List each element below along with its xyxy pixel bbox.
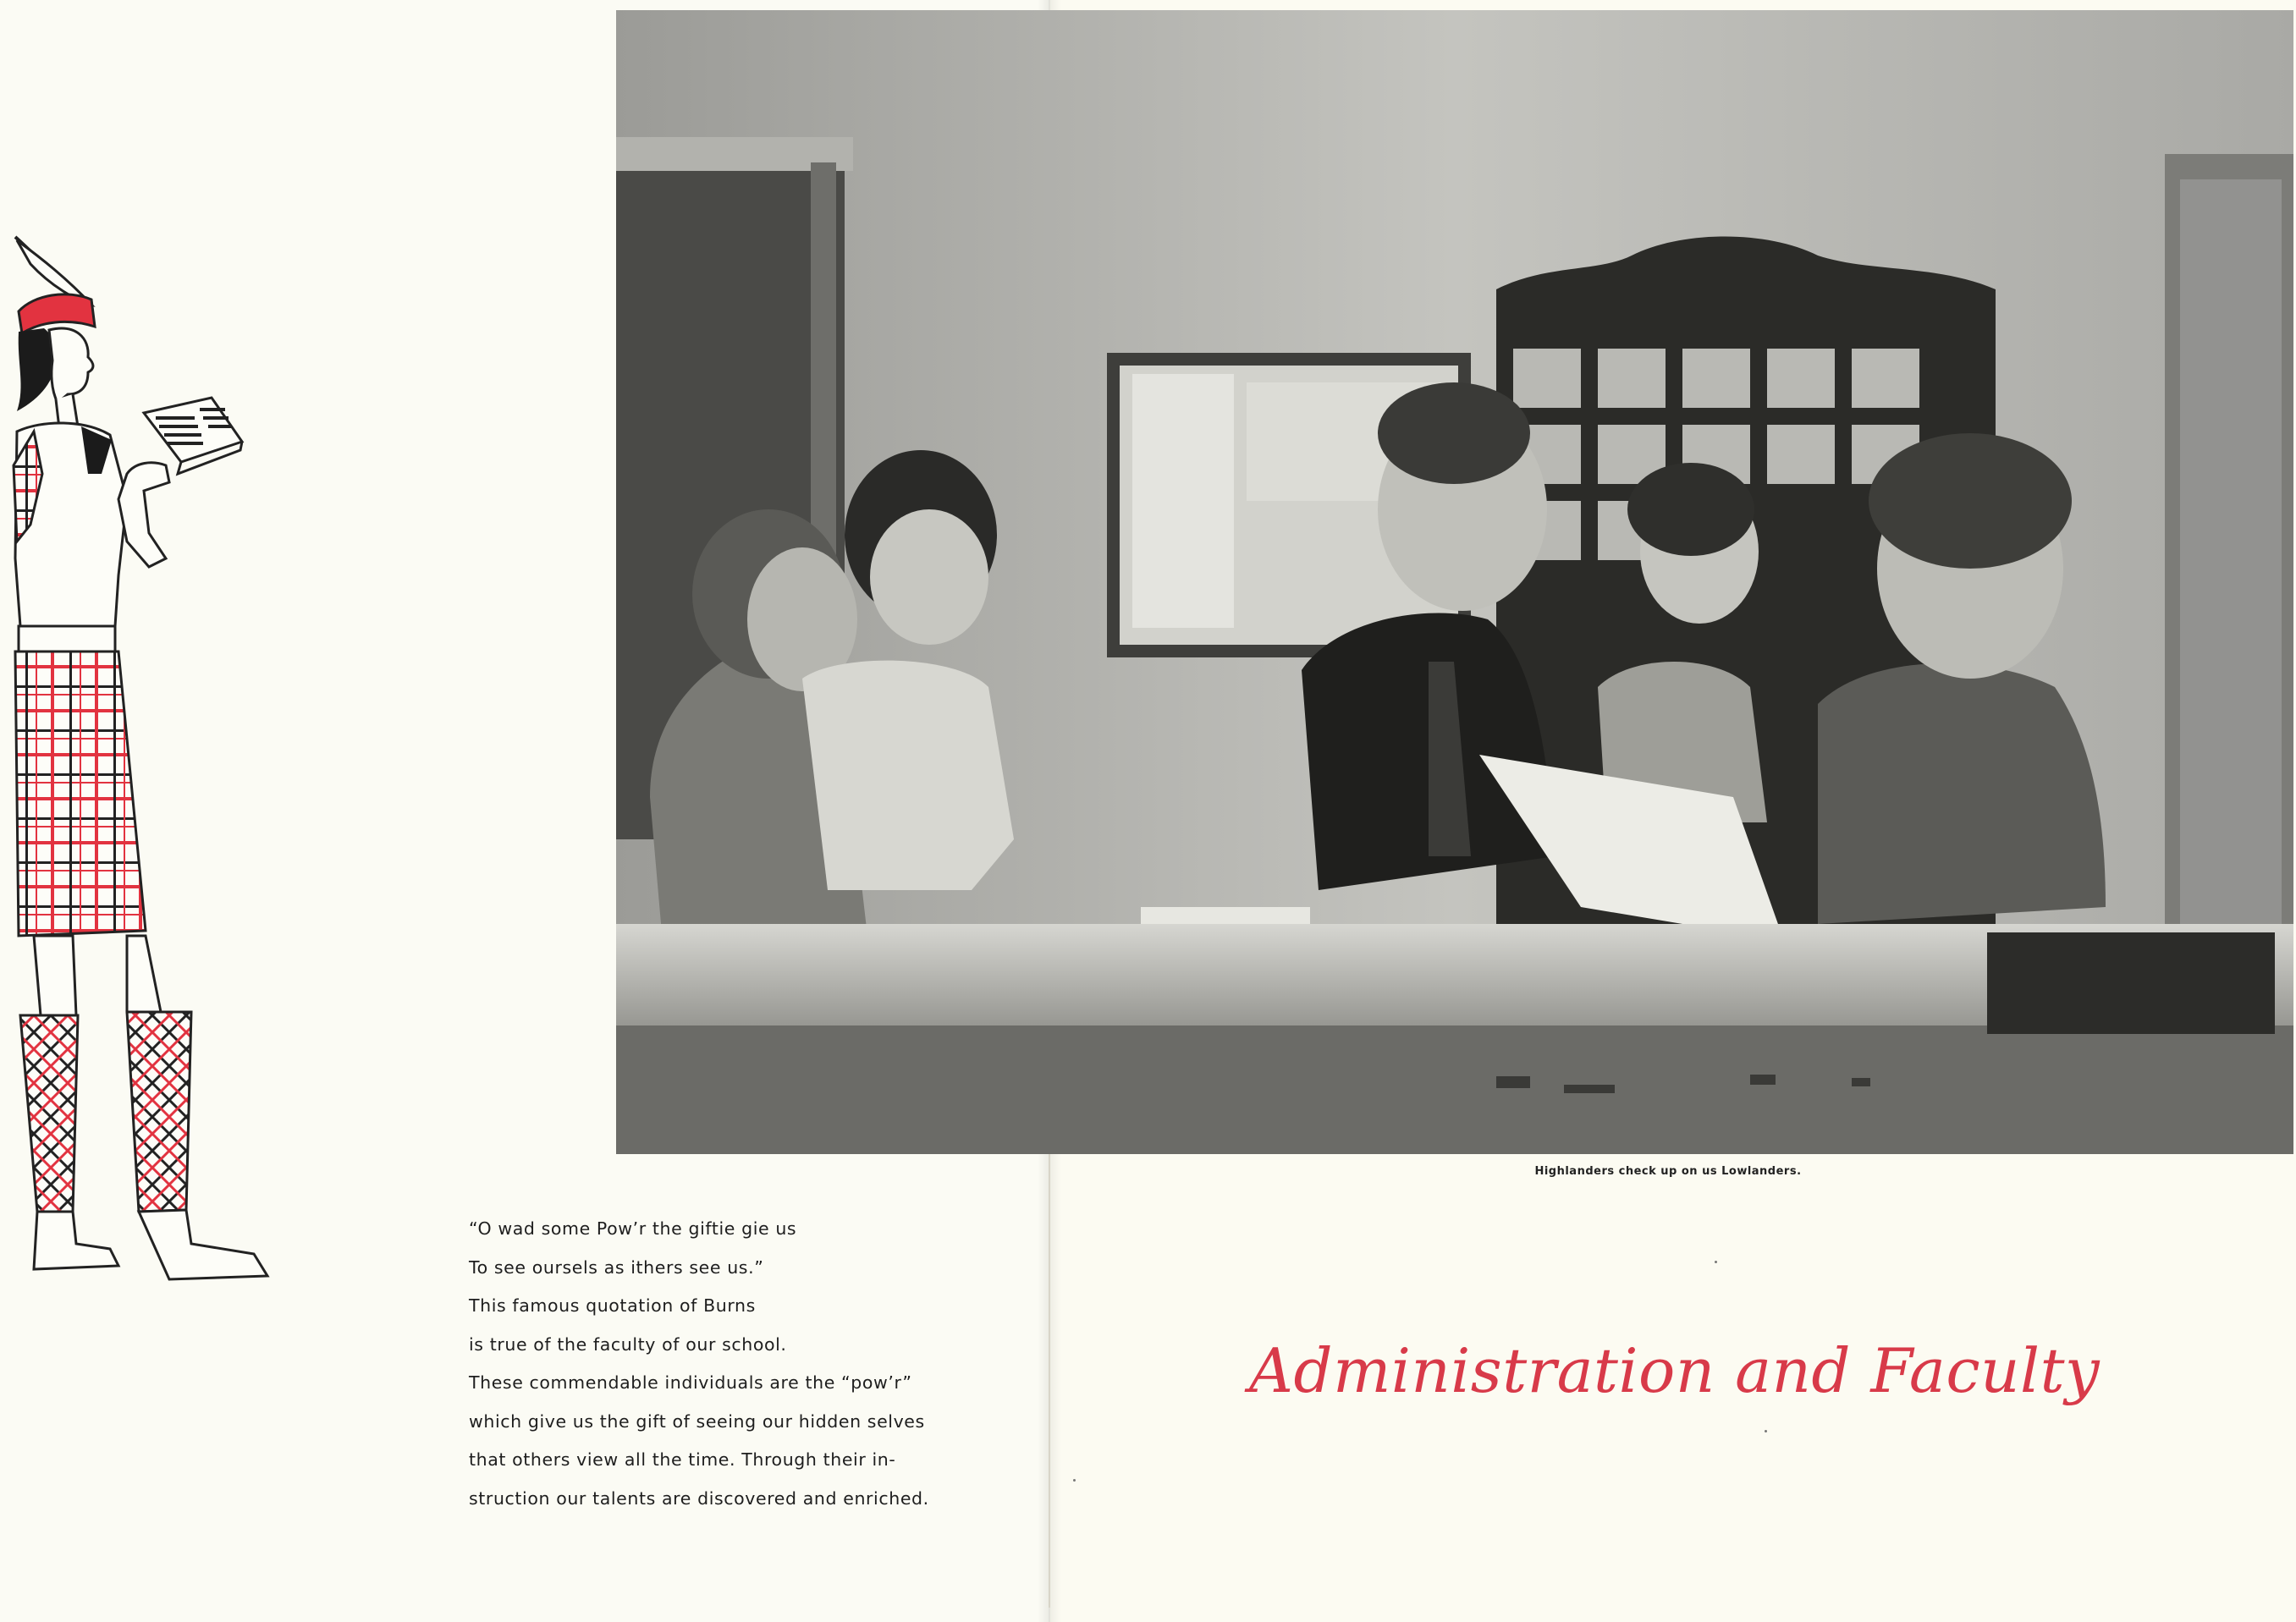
poem-line: that others view all the time. Through their in-: [469, 1449, 896, 1470]
office-photograph: [616, 10, 2293, 1154]
scottish-girl-illustration: [0, 220, 305, 1311]
photo-caption: Highlanders check up on us Lowlanders.: [1534, 1165, 1802, 1178]
paper-speck: [1073, 1479, 1076, 1482]
poem-line: struction our talents are discovered and enriched.: [469, 1487, 929, 1509]
binding-stitch: [1049, 1151, 1050, 1608]
poem-line: is true of the faculty of our school.: [469, 1333, 787, 1355]
poem-line: This famous quotation of Burns: [469, 1295, 756, 1316]
poem-block: [469, 1210, 1010, 1518]
poem-line: These commendable individuals are the “pow’r”: [469, 1372, 912, 1393]
poem-line: “O wad some Pow’r the giftie gie us: [469, 1218, 797, 1239]
poem-line: To see oursels as ithers see us.”: [469, 1256, 764, 1278]
section-heading: Administration and Faculty: [1249, 1335, 2101, 1406]
paper-speck: [1715, 1261, 1717, 1263]
paper-speck: [1765, 1430, 1767, 1432]
poem-line: which give us the gift of seeing our hidden selves: [469, 1410, 925, 1432]
